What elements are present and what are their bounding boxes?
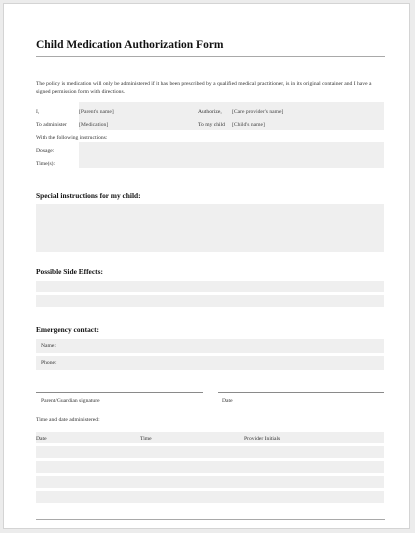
form-page bbox=[3, 3, 410, 529]
log-header-row bbox=[36, 432, 384, 443]
dosage-label: Dosage: bbox=[36, 148, 55, 154]
emergency-phone-field[interactable] bbox=[36, 356, 384, 370]
medication-field[interactable]: [Medication] bbox=[79, 122, 109, 128]
side-effects-field[interactable] bbox=[36, 295, 384, 307]
title-underline bbox=[36, 56, 385, 57]
parent-name-field[interactable]: [Parent's name] bbox=[79, 109, 114, 115]
administer-label: To administer bbox=[36, 122, 67, 128]
log-row[interactable] bbox=[36, 476, 384, 488]
authorize-label: Authorize, bbox=[198, 109, 222, 115]
log-column-time: Time bbox=[140, 436, 152, 442]
emergency-phone-label: Phone: bbox=[41, 360, 57, 366]
side-effects-heading: Possible Side Effects: bbox=[36, 267, 103, 276]
i-label: I, bbox=[36, 109, 40, 115]
policy-text: The policy is medication will only be administered if it has been prescribed by a qualified medical practitioner, is in its original container and I have a signed permission form with directions. bbox=[36, 81, 372, 96]
log-row[interactable] bbox=[36, 491, 384, 503]
signature-date-label: Date bbox=[222, 398, 233, 404]
signature-date-line[interactable] bbox=[218, 392, 384, 393]
emergency-name-field[interactable] bbox=[36, 339, 384, 353]
log-row[interactable] bbox=[36, 461, 384, 473]
footer-rule bbox=[36, 519, 385, 520]
parent-signature-label: Parent/Guardian signature bbox=[41, 398, 100, 404]
child-name-field[interactable]: [Child's name] bbox=[232, 122, 265, 128]
log-row[interactable] bbox=[36, 446, 384, 458]
parent-signature-line[interactable] bbox=[36, 392, 203, 393]
special-instructions-heading: Special instructions for my child: bbox=[36, 191, 141, 200]
child-label: To my child bbox=[198, 122, 225, 128]
side-effects-field[interactable] bbox=[36, 281, 384, 292]
care-provider-field[interactable]: [Care provider's name] bbox=[232, 109, 284, 115]
log-heading: Time and date administered: bbox=[36, 417, 100, 423]
times-label: Time(s): bbox=[36, 161, 56, 167]
dosage-times-field[interactable] bbox=[79, 142, 384, 168]
emergency-contact-heading: Emergency contact: bbox=[36, 325, 100, 334]
form-title: Child Medication Authorization Form bbox=[36, 39, 224, 51]
log-column-date: Date bbox=[36, 436, 47, 442]
instructions-label: With the following instructions: bbox=[36, 135, 108, 141]
emergency-name-label: Name: bbox=[41, 343, 56, 349]
special-instructions-field[interactable] bbox=[36, 204, 384, 252]
log-column-initials: Provider Initials bbox=[244, 436, 281, 442]
